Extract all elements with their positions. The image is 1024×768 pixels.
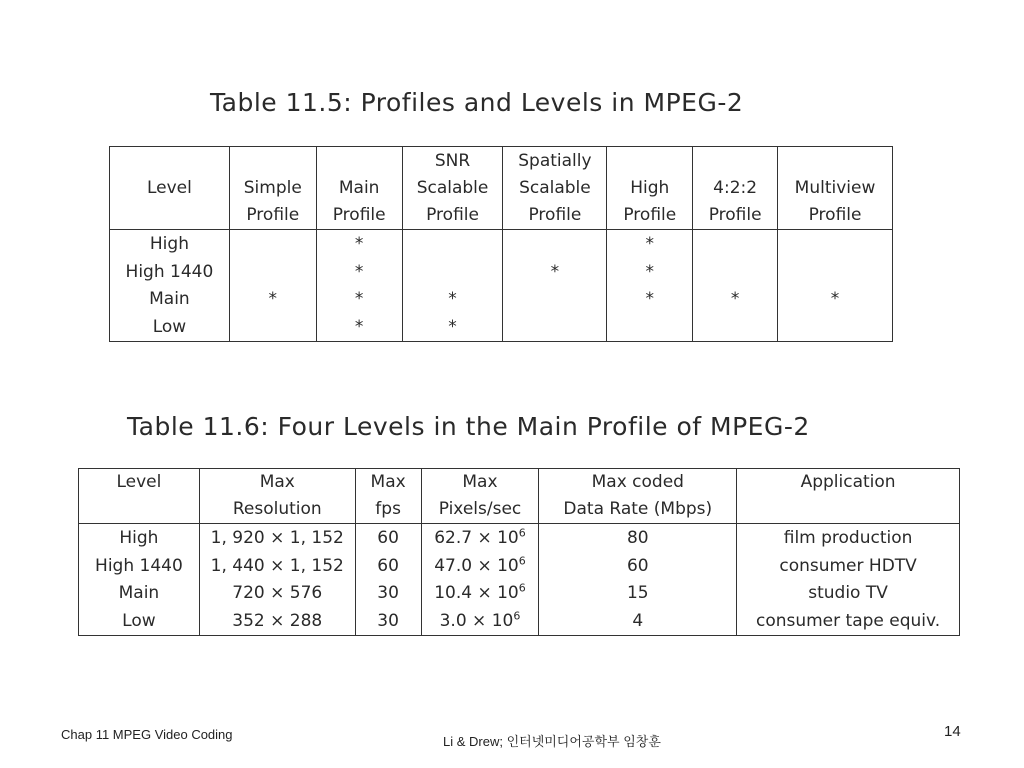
table-row [79,524,960,636]
422-profile-column: * [693,230,778,342]
header-snr-scalable-profile: SNR Scalable Profile [402,147,503,230]
table-11-5-title: Table 11.5: Profiles and Levels in MPEG-2 [210,88,744,117]
header-multiview-profile: Multiview Profile [778,147,893,230]
header-422-profile: 4:2:2 Profile [693,147,778,230]
header-max-pixels-sec: Max Pixels/sec [421,469,539,524]
high-profile-column: * * * [607,230,693,342]
header-max-coded-data-rate: Max coded Data Rate (Mbps) [539,469,737,524]
profiles-levels-table [109,146,893,342]
spatially-scalable-column: * [503,230,607,342]
header-high-profile: High Profile [607,147,693,230]
main-profile-column: * * * * [316,230,402,342]
application-column: film production consumer HDTV studio TV consumer tape equiv. [737,524,960,636]
table-header-row [110,147,893,230]
header-level: Level [110,147,230,230]
level-column: High High 1440 Main Low [110,230,230,342]
header-spatially-scalable-profile: Spatially Scalable Profile [503,147,607,230]
fps-column: 60 60 30 30 [355,524,421,636]
resolution-column: 1, 920 × 1, 152 1, 440 × 1, 152 720 × 576 352 × 288 [199,524,355,636]
header-max-fps: Max fps [355,469,421,524]
header-level: Level [79,469,200,524]
level-column: High High 1440 Main Low [79,524,200,636]
snr-scalable-column: * * [402,230,503,342]
table-11-6-title: Table 11.6: Four Levels in the Main Profile of MPEG-2 [127,412,810,441]
table-header-row [79,469,960,524]
multiview-profile-column: * [778,230,893,342]
table-row [110,230,893,342]
header-max-resolution: Max Resolution [199,469,355,524]
page-number: 14 [944,723,961,740]
header-application: Application [737,469,960,524]
footer-author: Li & Drew; 인터넷미디어공학부 임창훈 [443,734,661,749]
header-main-profile: Main Profile [316,147,402,230]
footer-chapter: Chap 11 MPEG Video Coding [61,727,233,742]
pixels-sec-column: $62.7 \times 10^6$ $47.0 \times 10^6$ $10.4 \times 10^6$ $3.0 \times 10^6$ [421,524,539,636]
data-rate-column: 80 60 15 4 [539,524,737,636]
main-profile-levels-table [78,468,960,636]
header-simple-profile: Simple Profile [229,147,316,230]
simple-profile-column: * [229,230,316,342]
